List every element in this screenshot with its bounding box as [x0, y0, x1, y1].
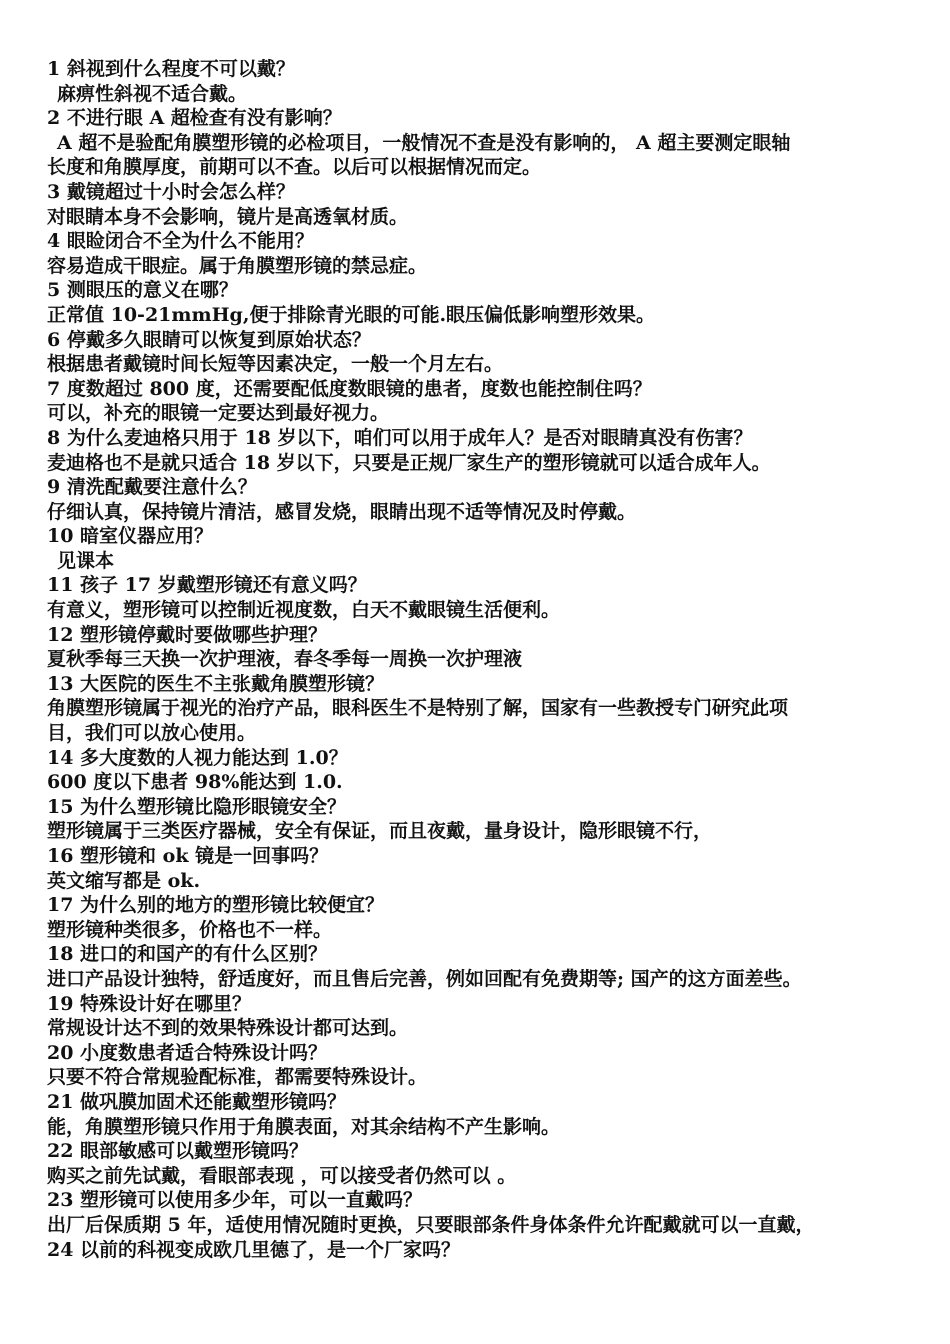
answer-line: 能，角膜塑形镜只作用于角膜表面，对其余结构不产生影响。 [47, 1115, 561, 1138]
answer-line: A 超不是验配角膜塑形镜的必检项目，一般情况不查是没有影响的， A 超主要测定眼轴 [57, 131, 791, 154]
answer-line: 角膜塑形镜属于视光的治疗产品，眼科医生不是特别了解，国家有一些教授专门研究此项 [47, 697, 789, 720]
question-line: 15 为什么塑形镜比隐形眼镜安全？ [47, 795, 347, 818]
answer-line: 正常值 10-21mmHg,便于排除青光眼的可能.眼压偏低影响塑形效果。 [47, 303, 656, 326]
answer-line: 进口产品设计独特，舒适度好，而且售后完善，例如回配有免费期等; 国产的这方面差些。 [47, 967, 802, 990]
answer-line: 可以，补充的眼镜一定要达到最好视力。 [47, 402, 390, 425]
question-line: 8 为什么麦迪格只用于 18 岁以下，咱们可以用于成年人？是否对眼睛真没有伤害？ [47, 426, 753, 449]
answer-line: 出厂后保质期 5 年，适使用情况随时更换，只要眼部条件身体条件允许配戴就可以一直戴， [47, 1213, 815, 1236]
answer-line: 容易造成干眼症。属于角膜塑形镜的禁忌症。 [47, 254, 428, 277]
question-line: 14 多大度数的人视力能达到 1.0？ [47, 746, 348, 769]
question-line: 6 停戴多久眼睛可以恢复到原始状态？ [47, 328, 371, 351]
question-line: 3 戴镜超过十小时会怎么样？ [47, 180, 295, 203]
question-line: 5 测眼压的意义在哪？ [47, 279, 238, 302]
question-line: 10 暗室仪器应用？ [47, 525, 214, 548]
answer-line: 塑形镜种类很多，价格也不一样。 [47, 918, 333, 941]
question-line: 20 小度数患者适合特殊设计吗？ [47, 1041, 328, 1064]
question-line: 9 清洗配戴要注意什么？ [47, 476, 257, 499]
answer-line: 长度和角膜厚度，前期可以不查。以后可以根据情况而定。 [47, 156, 542, 179]
question-line: 23 塑形镜可以使用多少年，可以一直戴吗？ [47, 1189, 423, 1212]
question-line: 22 眼部敏感可以戴塑形镜吗？ [47, 1140, 309, 1163]
question-line: 24 以前的科视变成欧几里德了，是一个厂家吗？ [47, 1238, 461, 1261]
question-line: 18 进口的和国产的有什么区别？ [47, 943, 328, 966]
question-line: 16 塑形镜和 ok 镜是一回事吗？ [47, 845, 329, 867]
answer-line: 麻痹性斜视不适合戴。 [57, 82, 248, 105]
answer-line: 塑形镜属于三类医疗器械，安全有保证，而且夜戴，量身设计，隐形眼镜不行， [47, 820, 713, 843]
answer-line: 仔细认真，保持镜片清洁，感冒发烧，眼睛出现不适等情况及时停戴。 [47, 500, 637, 523]
question-line: 7 度数超过 800 度，还需要配低度数眼镜的患者，度数也能控制住吗？ [47, 377, 652, 400]
question-line: 12 塑形镜停戴时要做哪些护理？ [47, 623, 328, 646]
question-line: 13 大医院的医生不主张戴角膜塑形镜？ [47, 672, 385, 695]
question-line: 1 斜视到什么程度不可以戴？ [47, 58, 295, 80]
question-line: 17 为什么别的地方的塑形镜比较便宜？ [47, 894, 385, 917]
question-line: 600 度以下患者 98%能达到 1.0. [47, 771, 343, 794]
answer-line: 见课本 [57, 549, 115, 572]
answer-line: 根据患者戴镜时间长短等因素决定，一般一个月左右。 [47, 353, 504, 376]
answer-line: 夏秋季每三天换一次护理液，春冬季每一周换一次护理液 [47, 648, 523, 671]
answer-line: 麦迪格也不是就只适合 18 岁以下，只要是正规厂家生产的塑形镜就可以适合成年人。 [47, 451, 771, 474]
answer-line: 对眼睛本身不会影响，镜片是高透氧材质。 [47, 205, 409, 228]
answer-line: 英文缩写都是 ok. [47, 869, 201, 892]
answer-line: 常规设计达不到的效果特殊设计都可达到。 [47, 1017, 409, 1040]
question-line: 11 孩子 17 岁戴塑形镜还有意义吗？ [47, 574, 367, 597]
question-line: 4 眼睑闭合不全为什么不能用？ [47, 230, 314, 253]
answer-line: 目，我们可以放心使用。 [47, 722, 257, 745]
question-line: 2 不进行眼 A 超检查有没有影响？ [47, 107, 342, 130]
question-line: 19 特殊设计好在哪里？ [47, 992, 252, 1015]
answer-line: 只要不符合常规验配标准，都需要特殊设计。 [47, 1066, 428, 1089]
answer-line: 有意义，塑形镜可以控制近视度数，白天不戴眼镜生活便利。 [47, 599, 561, 622]
answer-line: 购买之前先试戴，看眼部表现 ，可以接受者仍然可以 。 [47, 1164, 517, 1187]
question-line: 21 做巩膜加固术还能戴塑形镜吗？ [47, 1090, 347, 1113]
document-page [47, 57, 917, 1262]
